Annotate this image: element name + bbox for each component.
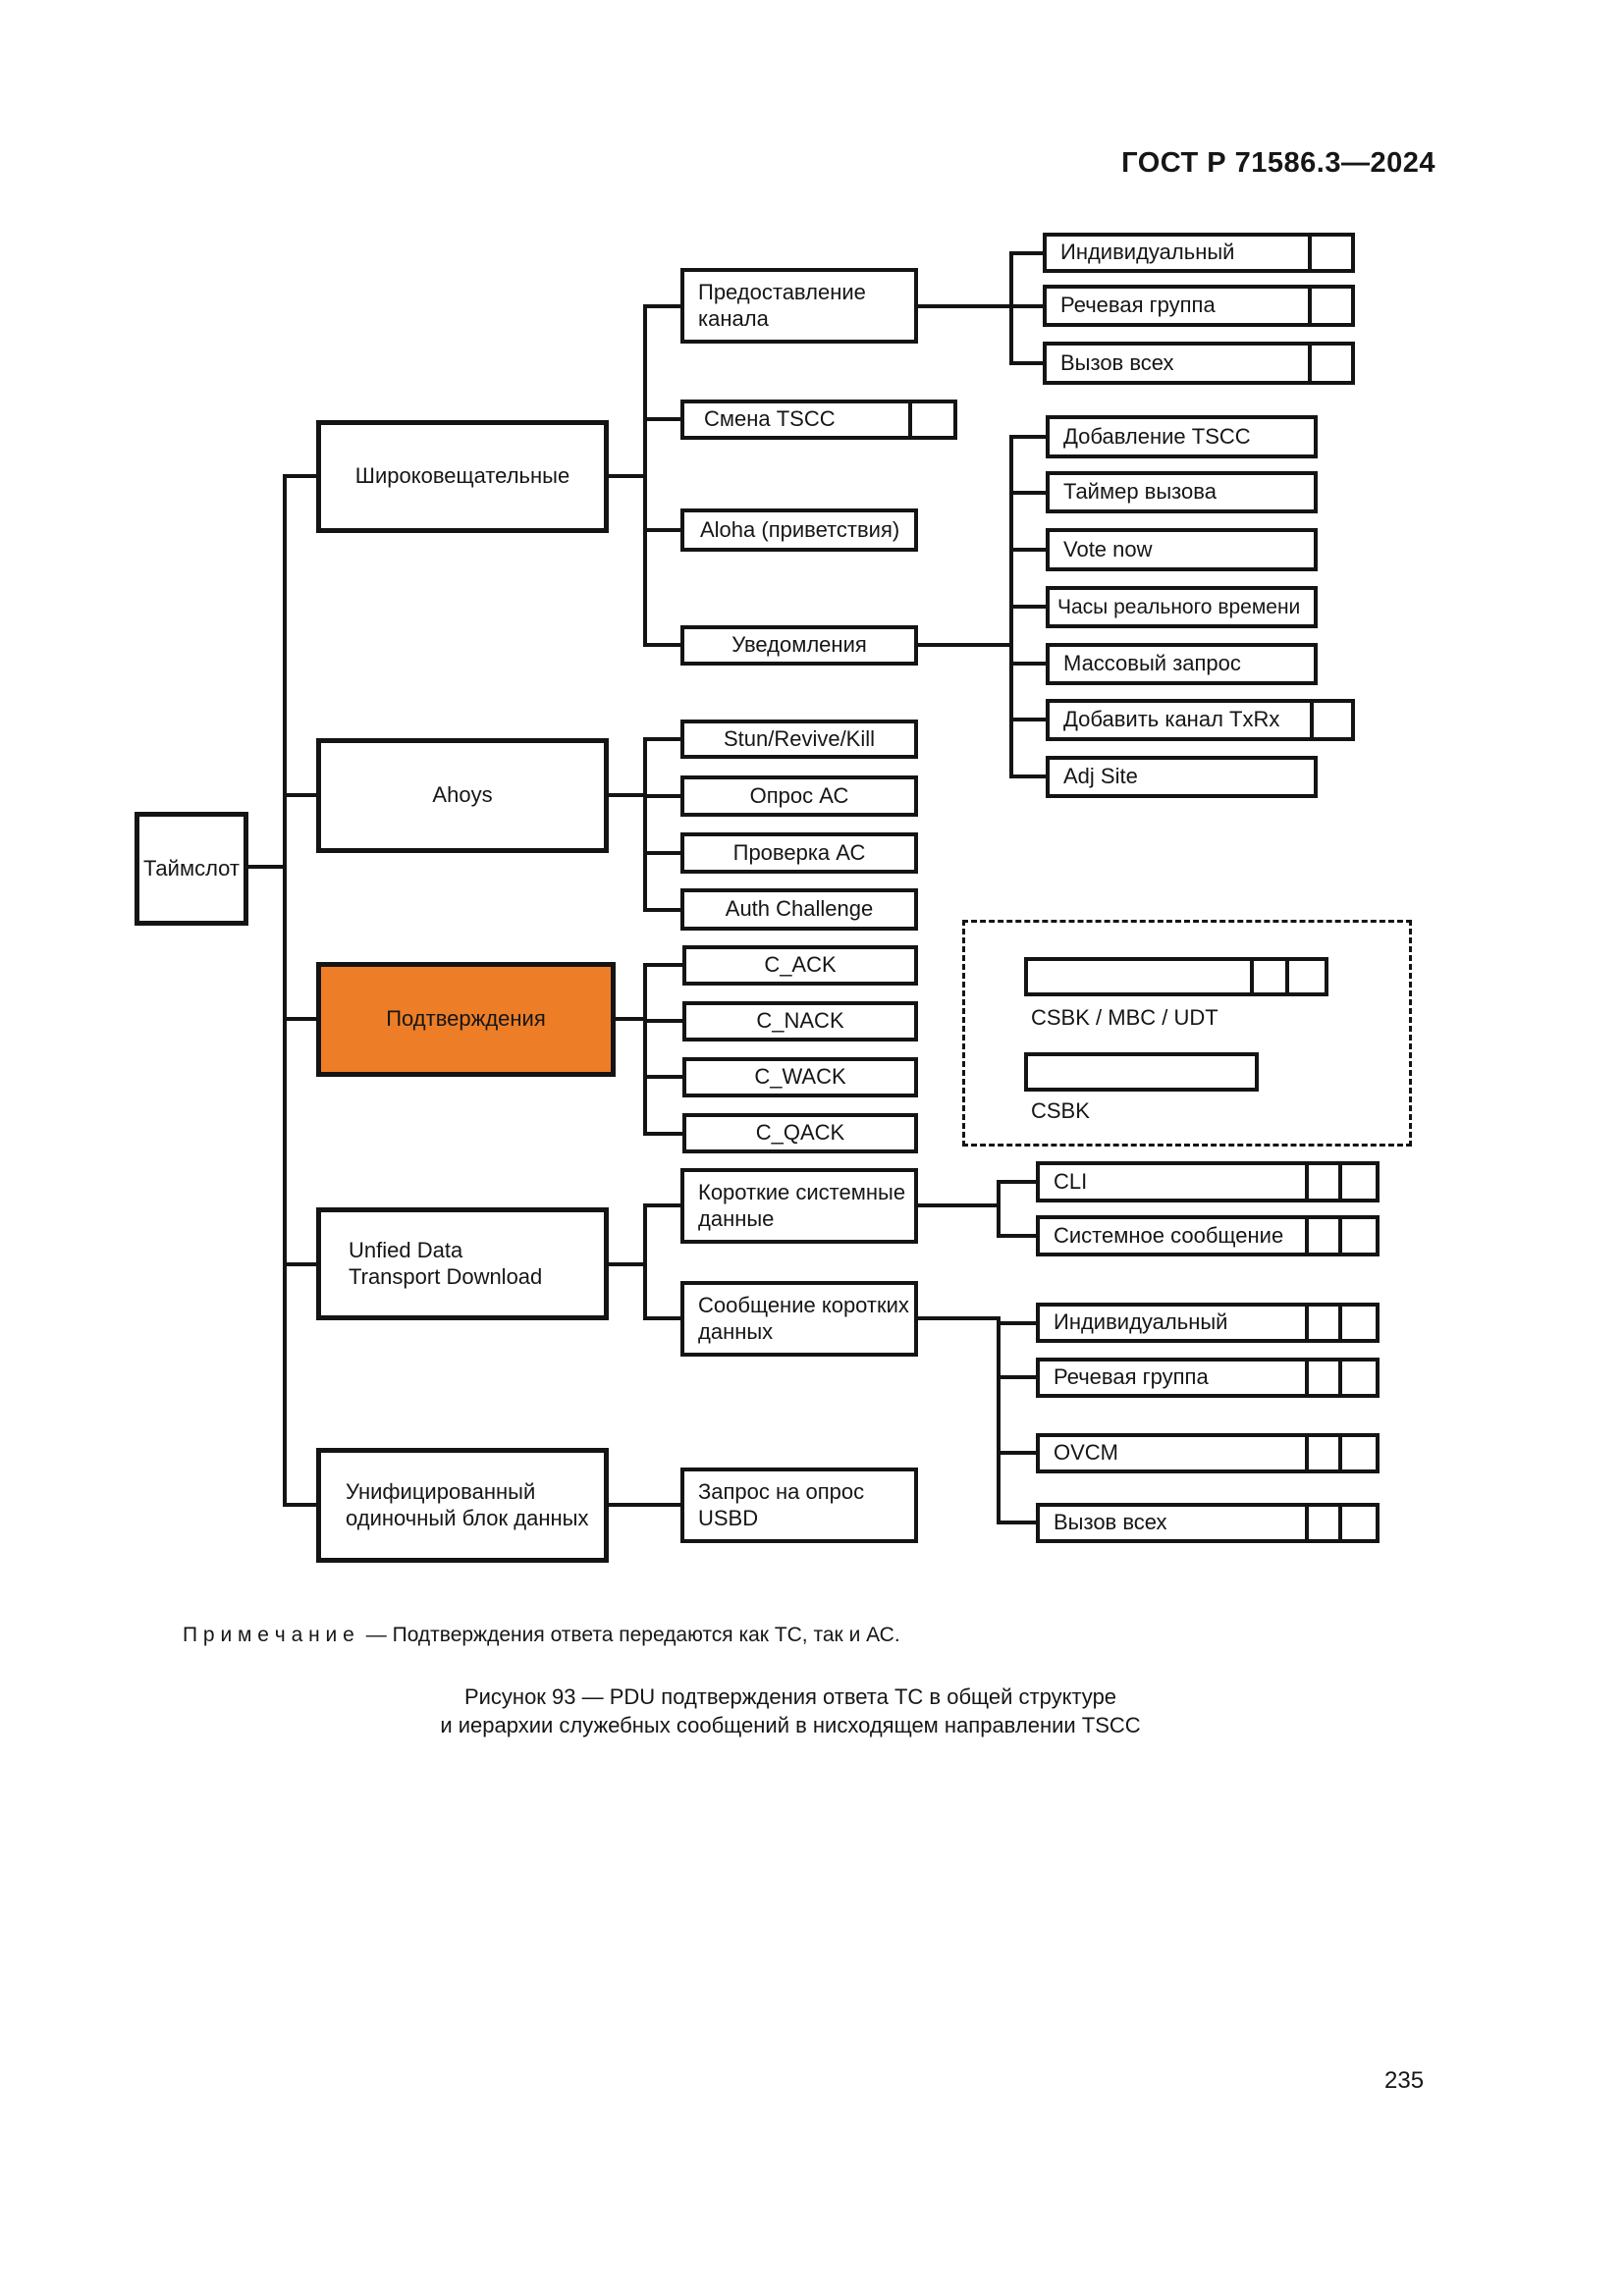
connector-line: [1009, 548, 1046, 552]
connector-line: [643, 963, 647, 1136]
connector-line: [1009, 774, 1046, 778]
box-label: Унифицированный: [346, 1478, 536, 1504]
box-label: Таймслот: [142, 855, 240, 881]
standard-header: ГОСТ Р 71586.3—2024: [1121, 147, 1435, 179]
box-label: Запрос на опрос: [698, 1478, 865, 1504]
box-usbd-poll-request: [680, 1468, 918, 1543]
box-label: Индивидуальный: [1054, 1309, 1228, 1335]
figure-caption-line2: и иерархии служебных сообщений в нисходящем направлении TSCC: [440, 1713, 1141, 1737]
box-cell-divider: [1250, 961, 1254, 992]
page-number: 235: [1384, 2067, 1425, 2094]
box-label: Речевая группа: [1060, 293, 1216, 318]
legend-label-csbk: CSBK: [1031, 1098, 1090, 1123]
connector-line: [1009, 491, 1046, 495]
box-cell-divider: [1338, 1437, 1342, 1469]
connector-line: [1009, 605, 1046, 609]
connector-line: [1009, 251, 1043, 255]
box-cell-divider: [1338, 1165, 1342, 1199]
connector-line: [997, 1521, 1036, 1524]
box-label: Подтверждения: [386, 1006, 546, 1032]
box-legend-sample-csbk-mbc-udt: [1024, 957, 1328, 996]
box-label: Добавление TSCC: [1063, 423, 1251, 449]
figure-caption: [196, 1682, 1384, 1739]
legend-dotted-box: [962, 920, 1412, 1147]
connector-line: [609, 1503, 680, 1507]
note-text: — Подтверждения ответа передаются как ТС, так и АС.: [365, 1624, 900, 1646]
connector-line: [248, 865, 285, 869]
box-ahoys: [316, 738, 609, 853]
box-adj-site: [1046, 756, 1318, 798]
connector-line: [1009, 435, 1046, 439]
box-individual-bottom: [1036, 1303, 1380, 1343]
connector-line: [609, 1262, 645, 1266]
box-label: CLI: [1054, 1168, 1088, 1194]
box-label: Короткие системные: [698, 1179, 906, 1204]
box-label: Сообщение коротких: [698, 1292, 909, 1317]
connector-line: [643, 794, 680, 798]
connector-line: [643, 1132, 682, 1136]
connector-line: [997, 1180, 1036, 1184]
box-all-call-bottom: [1036, 1503, 1380, 1543]
box-aloha-greetings: [680, 508, 918, 552]
box-label: данных: [698, 1318, 774, 1344]
connector-line: [997, 1451, 1036, 1455]
box-label: C_QACK: [755, 1120, 845, 1146]
box-all-call-top: [1043, 342, 1355, 385]
box-cell-divider: [1305, 1307, 1309, 1339]
box-label: Системное сообщение: [1054, 1222, 1284, 1248]
connector-line: [643, 417, 680, 421]
box-label: Речевая группа: [1054, 1364, 1209, 1390]
box-tscc-change: [680, 400, 957, 440]
box-cell-divider: [1310, 703, 1314, 737]
connector-line: [285, 1503, 316, 1507]
box-unified-data-transport-download: [316, 1207, 609, 1320]
box-timeslot: [135, 812, 248, 926]
box-label: USBD: [698, 1505, 759, 1530]
box-label: Опрос АС: [749, 782, 849, 808]
box-cell-divider: [1308, 289, 1312, 323]
figure-note: [183, 1624, 900, 1647]
connector-line: [643, 1203, 647, 1320]
box-add-txrx-channel: [1046, 699, 1355, 741]
connector-line: [1009, 251, 1013, 365]
connector-line: [918, 643, 1011, 647]
box-c-ack: [682, 945, 918, 986]
box-label: Смена TSCC: [704, 406, 836, 432]
box-unified-single-data-block: [316, 1448, 609, 1563]
box-cell-divider: [1338, 1219, 1342, 1253]
box-label: Stun/Revive/Kill: [723, 725, 876, 751]
connector-line: [285, 793, 316, 797]
connector-line: [997, 1321, 1036, 1325]
connector-line: [643, 304, 647, 647]
box-poll-as: [680, 775, 918, 817]
box-cell-divider: [1338, 1362, 1342, 1394]
box-cell-divider: [1305, 1437, 1309, 1469]
connector-line: [643, 304, 680, 308]
box-label: Unfied Data: [349, 1237, 463, 1262]
connector-line: [997, 1180, 1001, 1238]
box-cell-divider: [1305, 1362, 1309, 1394]
box-auth-challenge: [680, 888, 918, 931]
legend-label-csbk-mbc-udt: CSBK / MBC / UDT: [1031, 1005, 1218, 1030]
note-label: П р и м е ч а н и е: [183, 1624, 354, 1646]
box-label: C_WACK: [754, 1064, 846, 1090]
box-label: Добавить канал TxRx: [1063, 707, 1280, 732]
box-label: одиночный блок данных: [346, 1505, 589, 1530]
connector-line: [643, 528, 680, 532]
box-label: Aloha (приветствия): [700, 516, 900, 542]
box-label: Уведомления: [731, 632, 867, 658]
box-label: Вызов всех: [1054, 1510, 1167, 1535]
connector-line: [918, 304, 1011, 308]
box-c-nack: [682, 1001, 918, 1041]
box-acknowledgements: [316, 962, 616, 1077]
box-cell-divider: [908, 403, 912, 436]
box-label: Transport Download: [349, 1263, 543, 1289]
box-label: Вызов всех: [1060, 349, 1174, 375]
box-individual-top: [1043, 233, 1355, 273]
box-real-time-clock: [1046, 586, 1318, 628]
box-short-data-message: [680, 1281, 918, 1357]
box-label: Auth Challenge: [725, 896, 874, 922]
box-channel-grant: [680, 268, 918, 344]
connector-line: [643, 1316, 680, 1320]
box-cell-divider: [1308, 237, 1312, 269]
box-announcements: [680, 625, 918, 666]
figure-caption-line1: Рисунок 93 — PDU подтверждения ответа ТС в общей структуре: [463, 1684, 1117, 1709]
box-check-as: [680, 832, 918, 874]
box-label: C_NACK: [756, 1008, 844, 1034]
box-label: C_ACK: [764, 952, 837, 978]
box-call-timer: [1046, 471, 1318, 513]
box-c-wack: [682, 1057, 918, 1097]
box-c-qack: [682, 1113, 918, 1153]
box-label: Широковещательные: [354, 463, 570, 489]
box-short-system-data: [680, 1168, 918, 1244]
box-system-message: [1036, 1215, 1380, 1256]
box-label: Ahoys: [432, 782, 493, 808]
connector-line: [643, 851, 680, 855]
connector-line: [643, 737, 647, 912]
connector-line: [609, 474, 645, 478]
box-cell-divider: [1305, 1165, 1309, 1199]
box-mass-request: [1046, 643, 1318, 685]
box-cell-divider: [1308, 346, 1312, 381]
connector-line: [1009, 304, 1043, 308]
connector-line: [1009, 662, 1046, 666]
connector-line: [997, 1375, 1036, 1379]
connector-line: [285, 1262, 316, 1266]
box-broadcast: [316, 420, 609, 533]
connector-line: [643, 1019, 682, 1023]
connector-line: [997, 1234, 1036, 1238]
box-label: канала: [698, 305, 769, 331]
connector-line: [643, 963, 682, 967]
connector-line: [918, 1316, 999, 1320]
connector-line: [1009, 361, 1043, 365]
box-label: данные: [698, 1205, 775, 1231]
box-cell-divider: [1305, 1219, 1309, 1253]
box-label: Проверка АС: [732, 839, 866, 865]
box-label: Таймер вызова: [1063, 479, 1217, 505]
box-vote-now: [1046, 528, 1318, 571]
box-stun-revive-kill: [680, 720, 918, 759]
box-label: Часы реального времени: [1057, 595, 1301, 618]
box-cell-divider: [1338, 1307, 1342, 1339]
box-cli: [1036, 1161, 1380, 1202]
box-label: Предоставление: [698, 279, 866, 304]
connector-line: [616, 1017, 645, 1021]
box-cell-divider: [1305, 1507, 1309, 1539]
box-label: OVCM: [1054, 1440, 1118, 1466]
connector-line: [609, 793, 645, 797]
connector-line: [643, 1075, 682, 1079]
box-cell-divider: [1338, 1507, 1342, 1539]
box-label: Индивидуальный: [1060, 240, 1235, 265]
connector-line: [918, 1203, 999, 1207]
box-legend-sample-csbk: [1024, 1052, 1259, 1092]
box-label: Vote now: [1063, 536, 1153, 561]
box-cell-divider: [1285, 961, 1289, 992]
connector-line: [643, 737, 680, 741]
box-label: Массовый запрос: [1063, 651, 1241, 676]
box-tscc-add: [1046, 415, 1318, 458]
box-label: Adj Site: [1063, 764, 1138, 789]
connector-line: [283, 474, 287, 1507]
connector-line: [643, 1203, 680, 1207]
connector-line: [643, 643, 680, 647]
connector-line: [643, 908, 680, 912]
box-voice-group-top: [1043, 285, 1355, 327]
connector-line: [997, 1316, 1001, 1524]
box-voice-group-bottom: [1036, 1358, 1380, 1398]
box-ovcm: [1036, 1433, 1380, 1473]
connector-line: [1009, 718, 1046, 721]
connector-line: [285, 1017, 316, 1021]
connector-line: [285, 474, 316, 478]
